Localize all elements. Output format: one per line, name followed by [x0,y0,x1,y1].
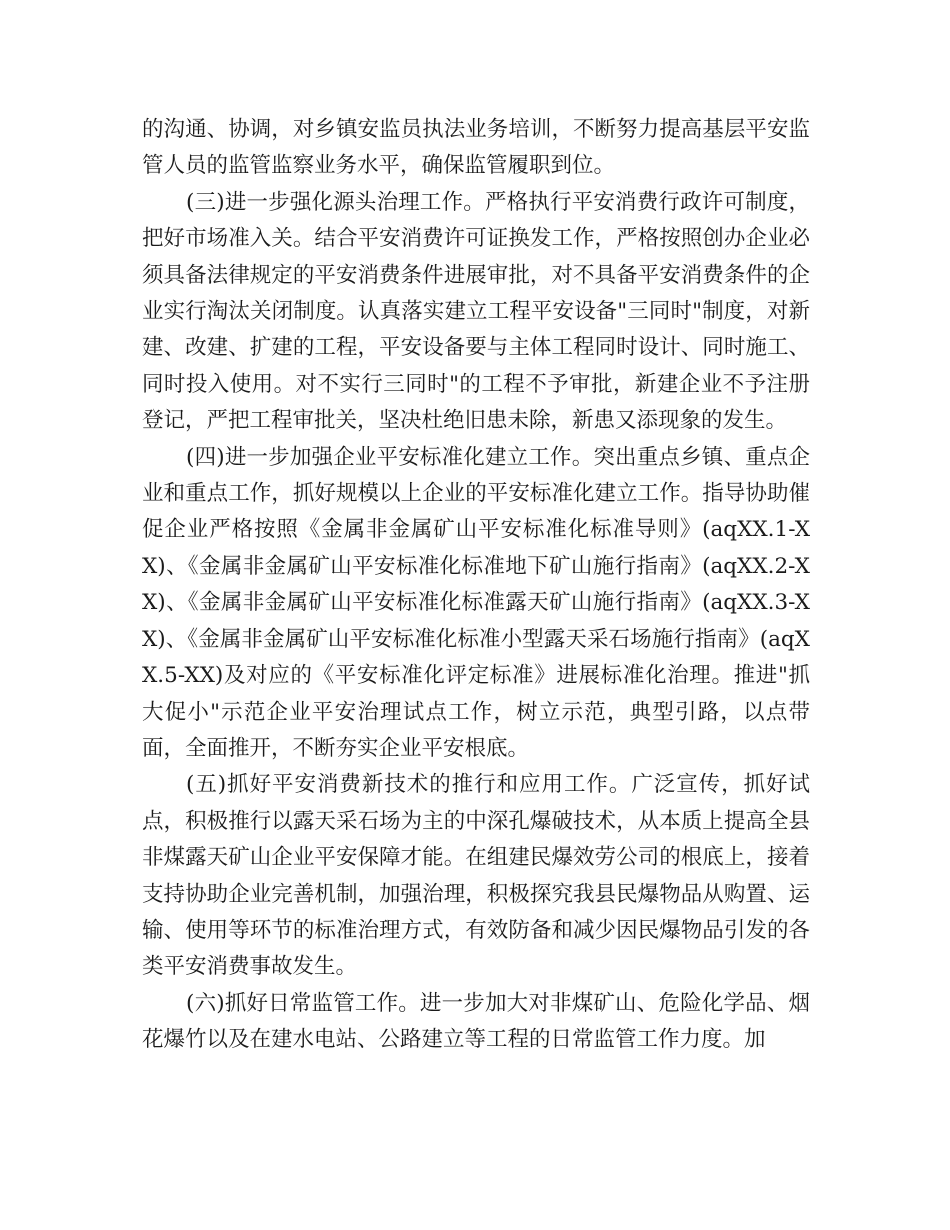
paragraph-section-6: (六)抓好日常监管工作。进一步加大对非煤矿山、危险化学品、烟花爆竹以及在建水电站、公路建立等工程的日常监管工作力度。加 [142,990,810,1053]
paragraph-section-5: (五)抓好平安消费新技术的推行和应用工作。广泛宣传，抓好试点，积极推行以露天采石场为主的中深孔爆破技术，从本质上提高全县非煤露天矿山企业平安保障才能。在组建民爆效劳公司的根底上，接着支持协助企业完善机制，加强治理，积极探究我县民爆物品从购置、运输、使用等环节的标准治理方式，有效防备和减少因民爆物品引发的各类平安消费事故发生。 [142,772,810,980]
paragraph-continuation: 的沟通、协调，对乡镇安监员执法业务培训，不断努力提高基层平安监管人员的监管监察业务水平，确保监管履职到位。 [142,117,810,179]
paragraph-section-4: (四)进一步加强企业平安标准化建立工作。突出重点乡镇、重点企业和重点工作，抓好规模以上企业的平安标准化建立工作。指导协助催促企业严格按照《金属非金属矿山平安标准化标准导则》(aqXX.1-XX)、《金属非金属矿山平安标准化标准地下矿山施行指南》(aqXX.2-XX)、《金属非金属矿山平安标准化标准露天矿山施行指南》(aqXX.3-XX)、《金属非金属矿山平安标准化标准小型露天采石场施行指南》(aqXX.5-XX)及对应的《平安标准化评定标准》进展标准化治理。推进"抓大促小"示范企业平安治理试点工作，树立示范，典型引路，以点带面，全面推开，不断夯实企业平安根底。 [142,444,810,761]
document-body [142,112,810,1059]
paragraph-section-3: (三)进一步强化源头治理工作。严格执行平安消费行政许可制度，把好市场准入关。结合平安消费许可证换发工作，严格按照创办企业必须具备法律规定的平安消费条件进展审批，对不具备平安消费条件的企业实行淘汰关闭制度。认真落实建立工程平安设备"三同时"制度，对新建、改建、扩建的工程，平安设备要与主体工程同时设计、同时施工、同时投入使用。对不实行三同时"的工程不予审批，新建企业不予注册登记，严把工程审批关，坚决杜绝旧患未除，新患又添现象的发生。 [142,189,810,434]
